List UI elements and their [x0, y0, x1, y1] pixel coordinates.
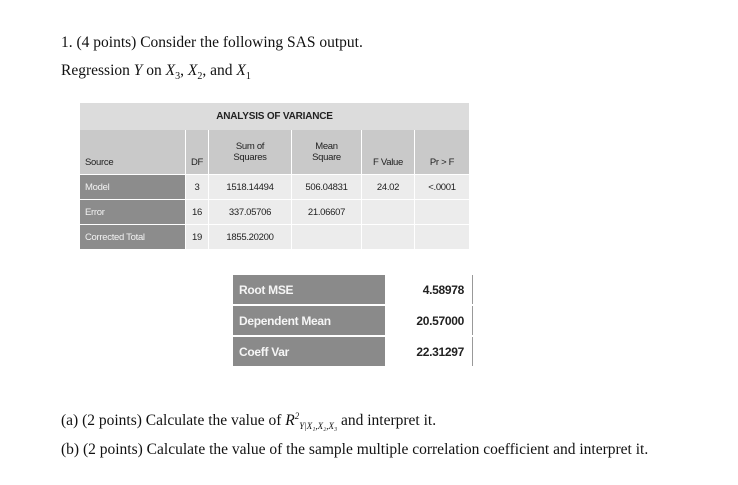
- fit-statistics-table: [233, 275, 475, 368]
- header-f-value: F Value: [362, 130, 415, 174]
- ms-cell: 506.04831: [292, 175, 362, 199]
- ss-cell: 1855.20200: [209, 225, 292, 249]
- source-label: Corrected Total: [80, 225, 186, 249]
- x2-subscript: 2: [197, 71, 203, 83]
- ms-cell: [292, 225, 362, 249]
- header-p-value: Pr > F: [415, 130, 469, 174]
- anova-title: ANALYSIS OF VARIANCE: [80, 103, 469, 130]
- p-cell: [415, 225, 469, 249]
- anova-header-row: [80, 130, 469, 175]
- ms-cell: 21.06607: [292, 200, 362, 224]
- p-cell: <.0001: [415, 175, 469, 199]
- question-title: 1. (4 points) Consider the following SAS output.: [61, 34, 363, 51]
- f-cell: [362, 225, 415, 249]
- anova-row-error: [80, 200, 469, 225]
- r-superscript: 2: [294, 411, 300, 421]
- x3-subscript: 3: [175, 71, 181, 83]
- x2-variable: X: [187, 62, 198, 79]
- header-df: DF: [186, 130, 209, 174]
- fit-row-coeff-var: [233, 337, 475, 366]
- fit-label: Dependent Mean: [233, 306, 385, 335]
- subtitle-prefix: Regression: [61, 62, 134, 79]
- comma-1: ,: [180, 62, 188, 79]
- p-cell: [415, 200, 469, 224]
- header-sum-of-squares: [209, 130, 292, 174]
- header-ms-line1: Mean: [315, 141, 338, 152]
- fit-value: 22.31297: [385, 337, 473, 366]
- fit-row-root-mse: [233, 275, 475, 304]
- header-source: Source: [80, 130, 186, 174]
- x3-variable: X: [165, 62, 176, 79]
- part-a-prefix: (a) (2 points) Calculate the value of: [61, 412, 286, 430]
- y-variable: Y: [133, 62, 143, 79]
- header-ss-line2: Squares: [233, 152, 267, 163]
- and-text: , and: [202, 62, 237, 79]
- r-squared-symbol: [285, 411, 338, 432]
- fit-row-dependent-mean: [233, 306, 475, 335]
- part-a-suffix: and interpret it.: [337, 412, 437, 430]
- f-cell: [362, 200, 415, 224]
- subtitle-on: on: [142, 62, 166, 79]
- r-letter: R: [285, 412, 295, 430]
- ss-cell: 1518.14494: [209, 175, 292, 199]
- header-mean-square: [292, 130, 362, 174]
- source-label: Error: [80, 200, 186, 224]
- x1-subscript: 1: [245, 71, 251, 83]
- header-ms-line2: Square: [312, 152, 341, 163]
- question-subtitle: [61, 62, 251, 82]
- ss-cell: 337.05706: [209, 200, 292, 224]
- df-cell: 16: [186, 200, 209, 224]
- part-b-question: (b) (2 points) Calculate the value of the sample multiple correlation coefficient and interpret it.: [61, 441, 649, 458]
- fit-label: Coeff Var: [233, 337, 385, 366]
- anova-row-model: [80, 175, 469, 200]
- anova-table: [80, 130, 469, 250]
- r-subscript: Y|X₁,X₂,X₃: [299, 421, 338, 432]
- anova-row-total: [80, 225, 469, 250]
- df-cell: 3: [186, 175, 209, 199]
- header-ss-line1: Sum of: [235, 141, 265, 152]
- f-cell: 24.02: [362, 175, 415, 199]
- df-cell: 19: [186, 225, 209, 249]
- source-label: Model: [80, 175, 186, 199]
- part-a-question: [61, 411, 436, 431]
- fit-value: 20.57000: [385, 306, 473, 335]
- x1-variable: X: [236, 62, 246, 79]
- fit-label: Root MSE: [233, 275, 385, 304]
- fit-value: 4.58978: [385, 275, 473, 304]
